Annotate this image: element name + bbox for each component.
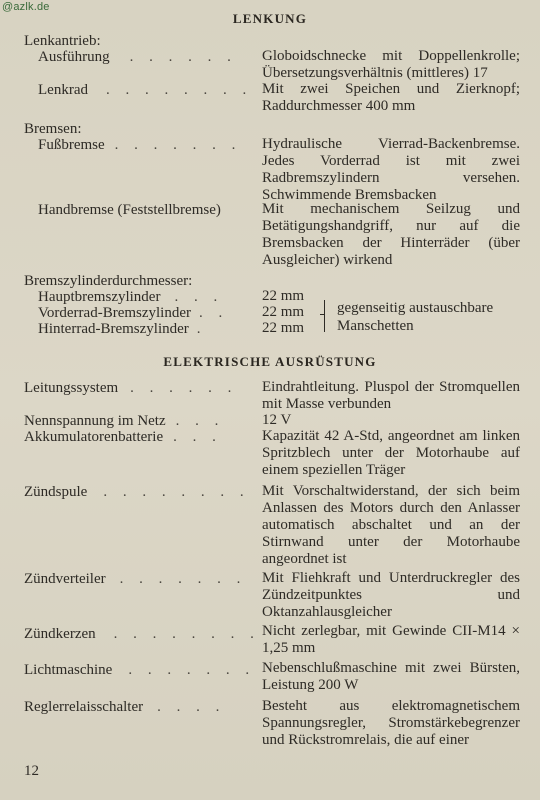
section-title-elektrische-ausruestung: ELEKTRISCHE AUSRÜSTUNG (163, 354, 377, 369)
value-reglerrelaisschalter: Besteht aus elektromagnetischem Spannungsregler, Stromstärkebegrenzer und Rückstromrelais, die auf einer (262, 698, 520, 748)
section-title-lenkung: LENKUNG (232, 11, 308, 26)
label-zuendverteiler: Zündverteiler . . . . . . . (24, 571, 247, 587)
label-nennspannung: Nennspannung im Netz . . . (24, 413, 225, 429)
label-lenkantrieb: Lenkantrieb: (24, 33, 101, 49)
label-bremszylinderdurchmesser: Bremszylinderdurchmesser: (24, 273, 193, 289)
label-handbremse: Handbremse (Feststellbremse) (38, 202, 221, 218)
value-lenkrad: Mit zwei Speichen und Zierknopf; Raddurchmesser 400 mm (262, 81, 520, 114)
label-leitungssystem: Leitungssystem . . . . . . (24, 380, 238, 396)
label-zuendkerzen: Zündkerzen . . . . . . . . (24, 626, 260, 642)
value-akkumulatorenbatterie: Kapazität 42 A-Std, angeordnet am linken Spritzblech unter der Motorhaube auf einem speziellen Träger (262, 428, 520, 478)
value-zuendverteiler: Mit Fliehkraft und Unterdruckregler des Zündzeitpunktes und Oktanzahlausgleicher (262, 570, 520, 620)
label-reglerrelaisschalter: Reglerrelaisschalter . . . . (24, 699, 226, 715)
value-leitungssystem: Eindrahtleitung. Pluspol der Stromquellen mit Masse verbunden (262, 379, 520, 412)
value-fussbremse: Hydraulische Vierrad-Backenbremse. Jedes Vorderrad ist mit zwei Radbremszylindern versehen. Schwimmende Bremsbacken (262, 136, 520, 203)
value-handbremse: Mit mechanischem Seilzug und Betätigungshandgriff, nur auf die Bremsbacken der Hinterräder (über Ausgleicher) wirkend (262, 201, 520, 268)
value-vorderrad-bremszylinder: 22 mm (262, 304, 305, 320)
label-fussbremse: Fußbremse . . . . . . . (38, 137, 242, 153)
label-ausfuehrung: Ausführung . . . . . . (38, 49, 237, 65)
brace-note-line-1: gegenseitig austauschbare (337, 300, 494, 316)
brace-note-line-2: Manschetten (337, 318, 414, 334)
label-akkumulatorenbatterie: Akkumulatorenbatterie . . . (24, 429, 222, 445)
watermark: @azlk.de (2, 1, 50, 13)
value-nennspannung: 12 V (262, 412, 292, 428)
page-number: 12 (24, 763, 39, 779)
value-ausfuehrung: Globoidschnecke mit Doppellenkrolle; Übersetzungsverhältnis (mittleres) 17 (262, 48, 520, 81)
label-hinterrad-bremszylinder: Hinterrad-Bremszylinder . (38, 321, 207, 337)
value-hinterrad-bremszylinder: 22 mm (262, 320, 305, 336)
label-lenkrad: Lenkrad . . . . . . . . (38, 82, 253, 98)
value-hauptbremszylinder: 22 mm (262, 288, 305, 304)
value-lichtmaschine: Nebenschlußmaschine mit zwei Bürsten, Leistung 200 W (262, 660, 520, 693)
value-zuendkerzen: Nicht zerlegbar, mit Gewinde CII-M14 × 1,25 mm (262, 623, 520, 656)
curly-brace (324, 300, 333, 332)
label-bremsen: Bremsen: (24, 121, 82, 137)
label-vorderrad-bremszylinder: Vorderrad-Bremszylinder . . (38, 305, 229, 321)
label-zuendspule: Zündspule . . . . . . . . (24, 484, 250, 500)
value-zuendspule: Mit Vorschaltwiderstand, der sich beim Anlassen des Motors durch den Anlasser automatisch abschaltet und an der Stirnwand unter der Motorhaube angeordnet ist (262, 483, 520, 567)
label-hauptbremszylinder: Hauptbremszylinder . . . (38, 289, 224, 305)
label-lichtmaschine: Lichtmaschine . . . . . . . (24, 662, 256, 678)
